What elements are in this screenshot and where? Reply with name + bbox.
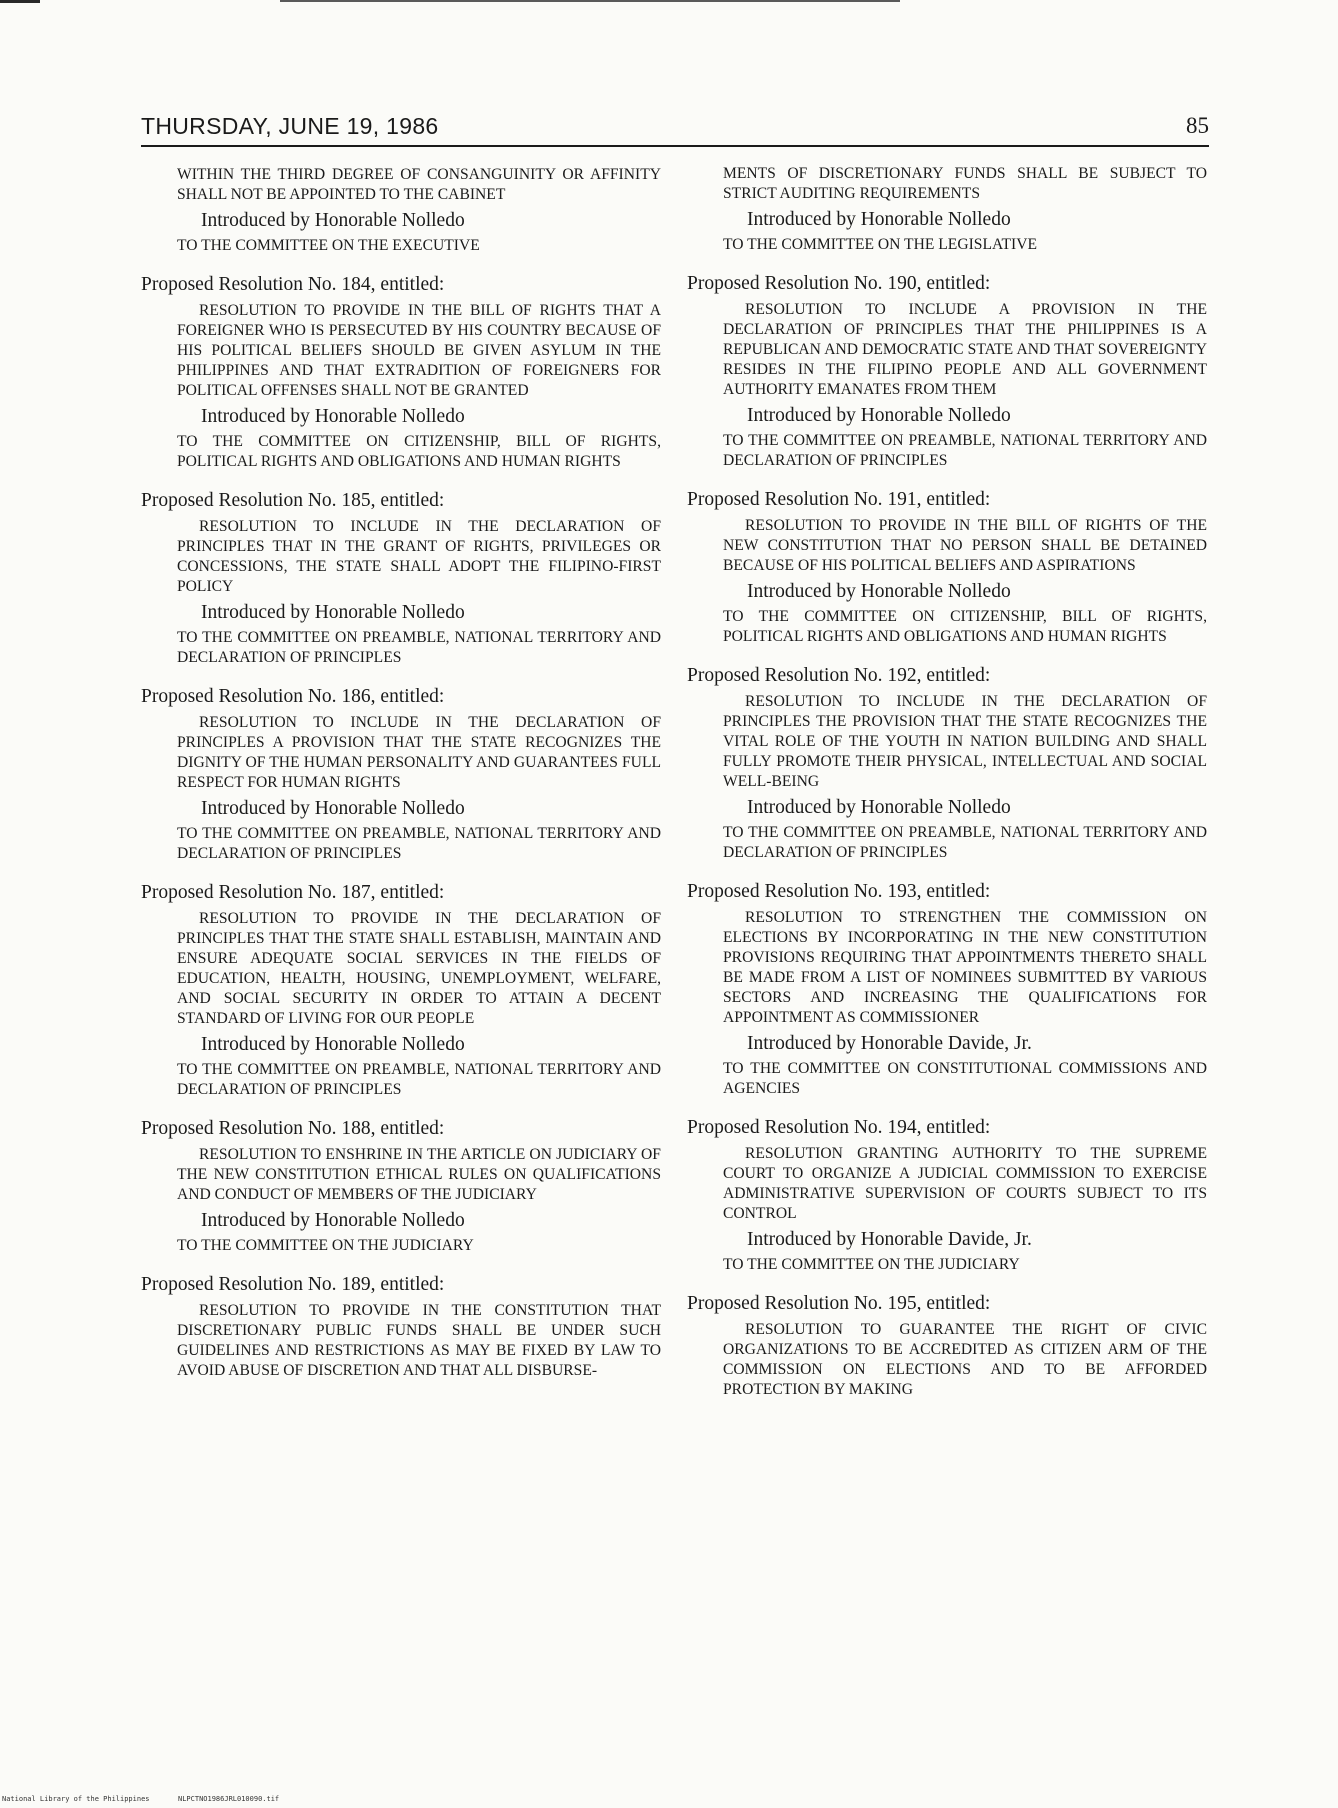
resolution-item [141, 882, 661, 1100]
resolution-heading: Proposed Resolution No. 187, entitled: [141, 882, 445, 903]
footer-library-credit: National Library of the Philippines [2, 1795, 150, 1803]
resolution-item [141, 490, 661, 668]
resolution-item [141, 1274, 661, 1381]
introduced-by: Introduced by Honorable Nolledo [747, 581, 1011, 602]
scan-artifact-mark [0, 0, 40, 3]
resolution-title: RESOLUTION TO INCLUDE IN THE DECLARATION OF PRINCIPLES A PROVISION THAT THE STATE RECOGNIZES THE DIGNITY OF THE HUMAN PERSONALITY AND GUARANTEES FULL RESPECT FOR HUMAN RIGHTS [177, 714, 661, 791]
committee-referral: TO THE COMMITTEE ON THE LEGISLATIVE [723, 236, 1038, 253]
footer-file-name: NLPCTNO1986JRL010090.tif [178, 1795, 280, 1803]
left-column [141, 165, 661, 1655]
scan-artifact [0, 0, 1338, 6]
resolution-title: RESOLUTION TO PROVIDE IN THE CONSTITUTION THAT DISCRETIONARY PUBLIC FUNDS SHALL BE UNDER SUCH GUIDELINES AND RESTRICTIONS AS MAY BE FIXED BY LAW TO AVOID ABUSE OF DISCRETION AND THAT ALL DISBURSE- [177, 1302, 661, 1379]
resolution-title: RESOLUTION TO PROVIDE IN THE DECLARATION OF PRINCIPLES THAT THE STATE SHALL ESTABLISH, MAINTAIN AND ENSURE ADEQUATE SOCIAL SERVICES IN THE FIELDS OF EDUCATION, HEALTH, HOUSING, UNEMPLOYMENT, WELFARE, AND SOCIAL SECURITY IN ORDER TO ATTAIN A DECENT STANDARD OF LIVING FOR OUR PEOPLE [177, 910, 661, 1027]
resolution-item [687, 665, 1207, 863]
committee-referral: TO THE COMMITTEE ON CITIZENSHIP, BILL OF RIGHTS, POLITICAL RIGHTS AND OBLIGATIONS AND HUMAN RIGHTS [177, 433, 661, 470]
resolution-item [141, 686, 661, 864]
resolution-title: RESOLUTION TO ENSHRINE IN THE ARTICLE ON JUDICIARY OF THE NEW CONSTITUTION ETHICAL RULES ON QUALIFICATIONS AND CONDUCT OF MEMBERS OF THE JUDICIARY [177, 1146, 661, 1203]
committee-referral: TO THE COMMITTEE ON PREAMBLE, NATIONAL TERRITORY AND DECLARATION OF PRINCIPLES [177, 1061, 661, 1098]
introduced-by: Introduced by Honorable Nolledo [201, 798, 465, 819]
right-column [687, 165, 1207, 1655]
introduced-by: Introduced by Honorable Nolledo [747, 405, 1011, 426]
resolution-item [687, 1117, 1207, 1275]
introduced-by: Introduced by Honorable Davide, Jr. [747, 1033, 1032, 1054]
introduced-by: Introduced by Honorable Davide, Jr. [747, 1229, 1032, 1250]
page-header [141, 111, 1209, 147]
introduced-by: Introduced by Honorable Nolledo [201, 602, 465, 623]
header-date: THURSDAY, JUNE 19, 1986 [141, 113, 439, 139]
resolution-heading: Proposed Resolution No. 188, entitled: [141, 1118, 445, 1139]
committee-referral: TO THE COMMITTEE ON CONSTITUTIONAL COMMISSIONS AND AGENCIES [723, 1060, 1207, 1097]
resolution-item [141, 1118, 661, 1256]
introduced-by: Introduced by Honorable Nolledo [201, 1210, 465, 1231]
committee-referral: TO THE COMMITTEE ON PREAMBLE, NATIONAL TERRITORY AND DECLARATION OF PRINCIPLES [723, 824, 1207, 861]
resolution-title: RESOLUTION TO STRENGTHEN THE COMMISSION ON ELECTIONS BY INCORPORATING IN THE NEW CONSTITUTION PROVISIONS REQUIRING THAT APPOINTMENTS THERETO SHALL BE MADE FROM A LIST OF NOMINEES SUBMITTED BY VARIOUS SECTORS AND INCREASING THE QUALIFICATIONS FOR APPOINTMENT AS COMMISSIONER [723, 909, 1207, 1026]
resolution-heading: Proposed Resolution No. 190, entitled: [687, 273, 991, 294]
introduced-by: Introduced by Honorable Nolledo [201, 210, 465, 231]
resolution-item [687, 489, 1207, 647]
resolution-heading: Proposed Resolution No. 193, entitled: [687, 881, 991, 902]
resolution-heading: Proposed Resolution No. 191, entitled: [687, 489, 991, 510]
resolution-heading: Proposed Resolution No. 186, entitled: [141, 686, 445, 707]
resolution-title: RESOLUTION TO INCLUDE IN THE DECLARATION OF PRINCIPLES THE PROVISION THAT THE STATE RECOGNIZES THE VITAL ROLE OF THE YOUTH IN NATION BUILDING AND SHALL FULLY PROMOTE THEIR PHYSICAL, INTELLECTUAL AND SOCIAL WELL-BEING [723, 693, 1207, 790]
committee-referral: TO THE COMMITTEE ON THE JUDICIARY [177, 1237, 474, 1254]
resolution-item [141, 274, 661, 472]
resolution-title: RESOLUTION TO PROVIDE IN THE BILL OF RIGHTS OF THE NEW CONSTITUTION THAT NO PERSON SHALL BE DETAINED BECAUSE OF HIS POLITICAL BELIEFS AND ASPIRATIONS [723, 517, 1207, 574]
committee-referral: TO THE COMMITTEE ON PREAMBLE, NATIONAL TERRITORY AND DECLARATION OF PRINCIPLES [723, 432, 1207, 469]
committee-referral: TO THE COMMITTEE ON THE EXECUTIVE [177, 237, 480, 254]
committee-referral: TO THE COMMITTEE ON THE JUDICIARY [723, 1256, 1020, 1273]
resolution-title: RESOLUTION TO GUARANTEE THE RIGHT OF CIVIC ORGANIZATIONS TO BE ACCREDITED AS CITIZEN ARM OF THE COMMISSION ON ELECTIONS AND TO BE AFFORDED PROTECTION BY MAKING [723, 1321, 1207, 1398]
committee-referral: TO THE COMMITTEE ON CITIZENSHIP, BILL OF RIGHTS, POLITICAL RIGHTS AND OBLIGATIONS AND HUMAN RIGHTS [723, 608, 1207, 645]
introduced-by: Introduced by Honorable Nolledo [201, 1034, 465, 1055]
resolution-title: WITHIN THE THIRD DEGREE OF CONSANGUINITY OR AFFINITY SHALL NOT BE APPOINTED TO THE CABINET [177, 166, 661, 203]
introduced-by: Introduced by Honorable Nolledo [747, 797, 1011, 818]
resolution-heading: Proposed Resolution No. 185, entitled: [141, 490, 445, 511]
committee-referral: TO THE COMMITTEE ON PREAMBLE, NATIONAL TERRITORY AND DECLARATION OF PRINCIPLES [177, 825, 661, 862]
continuation-block [687, 165, 1207, 255]
committee-referral: TO THE COMMITTEE ON PREAMBLE, NATIONAL TERRITORY AND DECLARATION OF PRINCIPLES [177, 629, 661, 666]
continuation-block [141, 165, 661, 256]
resolution-heading: Proposed Resolution No. 189, entitled: [141, 1274, 445, 1295]
resolution-title: RESOLUTION TO INCLUDE IN THE DECLARATION OF PRINCIPLES THAT IN THE GRANT OF RIGHTS, PRIVILEGES OR CONCESSIONS, THE STATE SHALL ADOPT THE FILIPINO-FIRST POLICY [177, 518, 661, 595]
resolution-title: RESOLUTION TO PROVIDE IN THE BILL OF RIGHTS THAT A FOREIGNER WHO IS PERSECUTED BY HIS COUNTRY BECAUSE OF HIS POLITICAL BELIEFS SHOULD BE GIVEN ASYLUM IN THE PHILIPPINES AND THAT EXTRADITION OF FOREIGNERS FOR POLITICAL OFFENSES SHALL NOT BE GRANTED [177, 302, 661, 399]
introduced-by: Introduced by Honorable Nolledo [201, 406, 465, 427]
introduced-by: Introduced by Honorable Nolledo [747, 209, 1011, 230]
resolution-item [687, 881, 1207, 1099]
resolution-heading: Proposed Resolution No. 184, entitled: [141, 274, 445, 295]
resolution-heading: Proposed Resolution No. 192, entitled: [687, 665, 991, 686]
resolution-item [687, 273, 1207, 471]
resolution-item [687, 1293, 1207, 1400]
resolution-heading: Proposed Resolution No. 195, entitled: [687, 1293, 991, 1314]
page-number: 85 [1186, 113, 1209, 138]
resolution-title: RESOLUTION TO INCLUDE A PROVISION IN THE DECLARATION OF PRINCIPLES THAT THE PHILIPPINES IS A REPUBLICAN AND DEMOCRATIC STATE AND THAT SOVEREIGNTY RESIDES IN THE FILIPINO PEOPLE AND ALL GOVERNMENT AUTHORITY EMANATES FROM THEM [723, 301, 1207, 398]
scan-artifact-line [280, 0, 900, 2]
resolution-heading: Proposed Resolution No. 194, entitled: [687, 1117, 991, 1138]
resolution-title: MENTS OF DISCRETIONARY FUNDS SHALL BE SUBJECT TO STRICT AUDITING REQUIREMENTS [723, 165, 1207, 202]
resolution-title: RESOLUTION GRANTING AUTHORITY TO THE SUPREME COURT TO ORGANIZE A JUDICIAL COMMISSION TO EXERCISE ADMINISTRATIVE SUPERVISION OF COURTS SUBJECT TO ITS CONTROL [723, 1145, 1207, 1222]
